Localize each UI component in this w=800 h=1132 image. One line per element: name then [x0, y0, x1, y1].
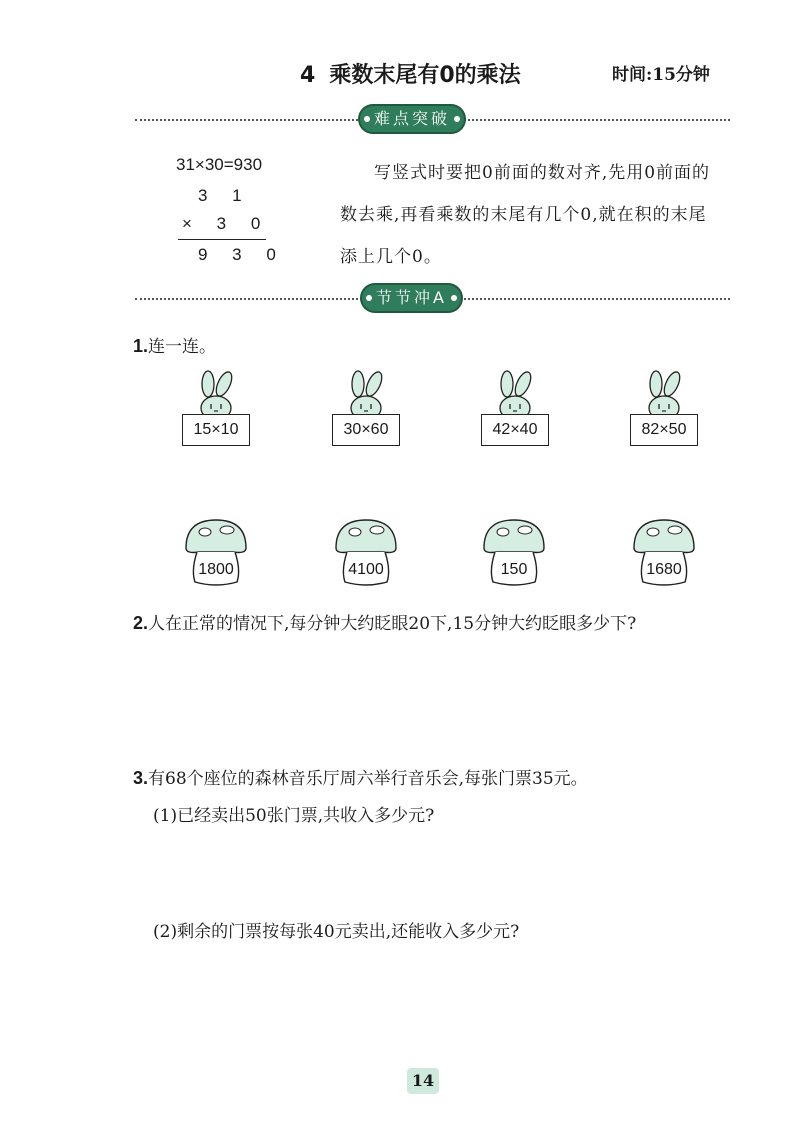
expression-label: 82×50 [630, 414, 698, 446]
practice-badge: 节节冲A [362, 285, 461, 311]
key-point-badge: 难点突破 [360, 106, 464, 132]
question-1-number: 1. [133, 336, 149, 356]
answer-value: 1680 [646, 561, 682, 578]
example-equation: 31×30=930 [176, 155, 263, 174]
question-3-text: 有68个座位的森林音乐厅周六举行音乐会,每张门票35元。 [148, 769, 588, 789]
answer-value: 150 [500, 561, 528, 578]
question-3-part-2: (2)剩余的门票按每张40元卖出,还能收入多少元? [153, 922, 520, 942]
question-1 [133, 332, 216, 357]
question-3-number: 3. [133, 768, 149, 788]
vertical-row-multiplier: × 3 0 [182, 214, 271, 233]
question-3-part-1: (1)已经卖出50张门票,共收入多少元? [153, 806, 435, 826]
question-2-text: 人在正常的情况下,每分钟大约眨眼20下,15分钟大约眨眼多少下? [148, 614, 637, 634]
expression-label: 15×10 [182, 414, 250, 446]
vertical-row-multiplicand: 3 1 [198, 186, 252, 205]
question-3 [133, 764, 588, 789]
mushroom-answer-4[interactable] [631, 518, 697, 588]
key-point-tip: 写竖式时要把0前面的数对齐,先用0前面的数去乘,再看乘数的末尾有几个0,就在积的末尾添上几个0。 [340, 163, 711, 267]
lesson-title-text: 乘数末尾有0的乘法 [329, 63, 521, 88]
mushroom-answer-3[interactable] [481, 518, 547, 588]
rabbit-icon [328, 370, 406, 420]
rabbit-card-2[interactable] [328, 370, 406, 450]
lesson-number: 4 [300, 63, 316, 88]
rabbit-icon [477, 370, 555, 420]
rabbit-card-1[interactable] [178, 370, 256, 450]
vertical-underline [178, 239, 266, 240]
answer-value: 4100 [348, 561, 384, 578]
rabbit-icon [178, 370, 256, 420]
time-label: 时间:15分钟 [612, 65, 710, 85]
answer-value: 1800 [198, 561, 234, 578]
vertical-row-result: 9 3 0 [198, 245, 286, 264]
expression-label: 42×40 [481, 414, 549, 446]
mushroom-answer-2[interactable] [333, 518, 399, 588]
lesson-title [300, 58, 521, 89]
mushroom-answer-1[interactable] [183, 518, 249, 588]
question-1-text: 连一连。 [148, 337, 217, 357]
page-number: 14 [407, 1068, 439, 1094]
rabbit-card-4[interactable] [626, 370, 704, 450]
expression-label: 30×60 [332, 414, 400, 446]
rabbit-icon [626, 370, 704, 420]
question-2-number: 2. [133, 613, 149, 633]
rabbit-card-3[interactable] [477, 370, 555, 450]
question-2 [133, 609, 636, 634]
